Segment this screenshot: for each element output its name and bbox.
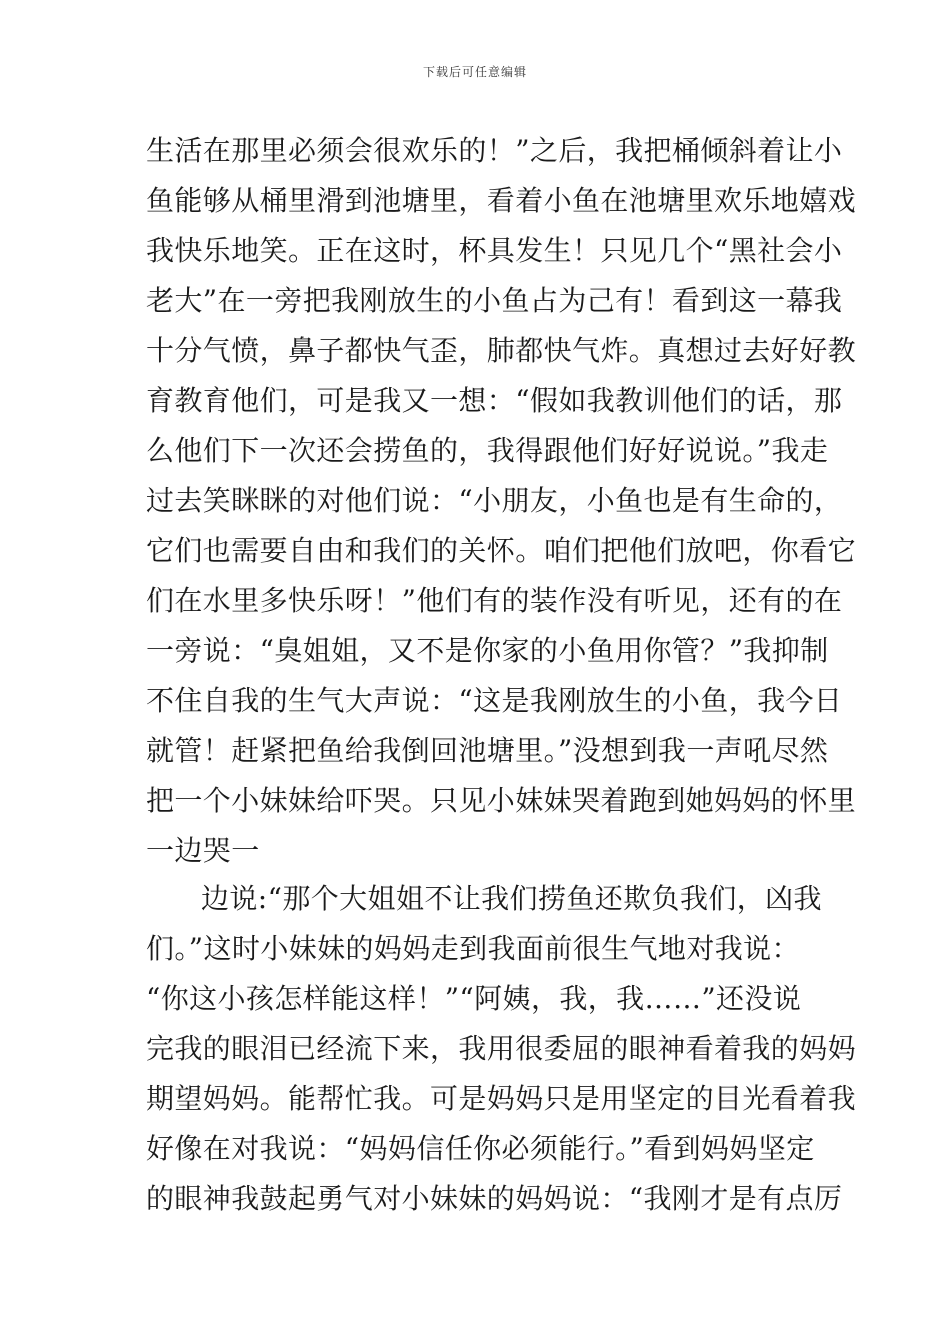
text-line: 十分气愤，鼻子都快气歪，肺都快气炸。真想过去好好教 <box>146 334 857 367</box>
text-line: 好像在对我说：“妈妈信任你必须能行。”看到妈妈坚定 <box>146 1132 815 1165</box>
page-header: 下载后可任意编辑 <box>422 65 527 79</box>
text-line: 我快乐地笑。正在这时，杯具发生！只见几个“黑社会小 <box>146 234 843 267</box>
text-line: 就管！赶紧把鱼给我倒回池塘里。”没想到我一声吼尽然 <box>146 734 829 767</box>
text-line: 的眼神我鼓起勇气对小妹妹的妈妈说：“我刚才是有点厉 <box>146 1182 843 1215</box>
text-line: 么他们下一次还会捞鱼的，我得跟他们好好说说。”我走 <box>146 434 829 467</box>
text-line: 它们也需要自由和我们的关怀。咱们把他们放吧，你看它 <box>146 534 857 567</box>
text-line: 一旁说：“臭姐姐，又不是你家的小鱼用你管？”我抑制 <box>146 634 829 667</box>
text-line: 不住自我的生气大声说：“这是我刚放生的小鱼，我今日 <box>146 684 843 717</box>
text-line: 育教育他们，可是我又一想：“假如我教训他们的话，那 <box>146 384 843 417</box>
text-line: “你这小孩怎样能这样！”“阿姨，我，我……”还没说 <box>146 982 802 1015</box>
text-line: 们。”这时小妹妹的妈妈走到我面前很生气地对我说： <box>146 932 800 965</box>
text-line: 鱼能够从桶里滑到池塘里，看着小鱼在池塘里欢乐地嬉戏 <box>146 184 857 217</box>
text-line: 边说:“那个大姐姐不让我们捞鱼还欺负我们，凶我 <box>201 882 822 915</box>
text-line: 完我的眼泪已经流下来，我用很委屈的眼神看着我的妈妈 <box>146 1032 857 1065</box>
text-line: 一边哭一 <box>146 834 260 867</box>
text-line: 老大”在一旁把我刚放生的小鱼占为己有！看到这一幕我 <box>146 284 843 317</box>
text-line: 把一个小妹妹给吓哭。只见小妹妹哭着跑到她妈妈的怀里 <box>146 784 857 817</box>
text-line: 期望妈妈。能帮忙我。可是妈妈只是用坚定的目光看着我 <box>146 1082 857 1115</box>
text-line: 们在水里多快乐呀！”他们有的装作没有听见，还有的在 <box>146 584 843 617</box>
text-line: 过去笑眯眯的对他们说：“小朋友，小鱼也是有生命的， <box>146 484 843 517</box>
text-line: 生活在那里必须会很欢乐的！”之后，我把桶倾斜着让小 <box>146 134 843 167</box>
